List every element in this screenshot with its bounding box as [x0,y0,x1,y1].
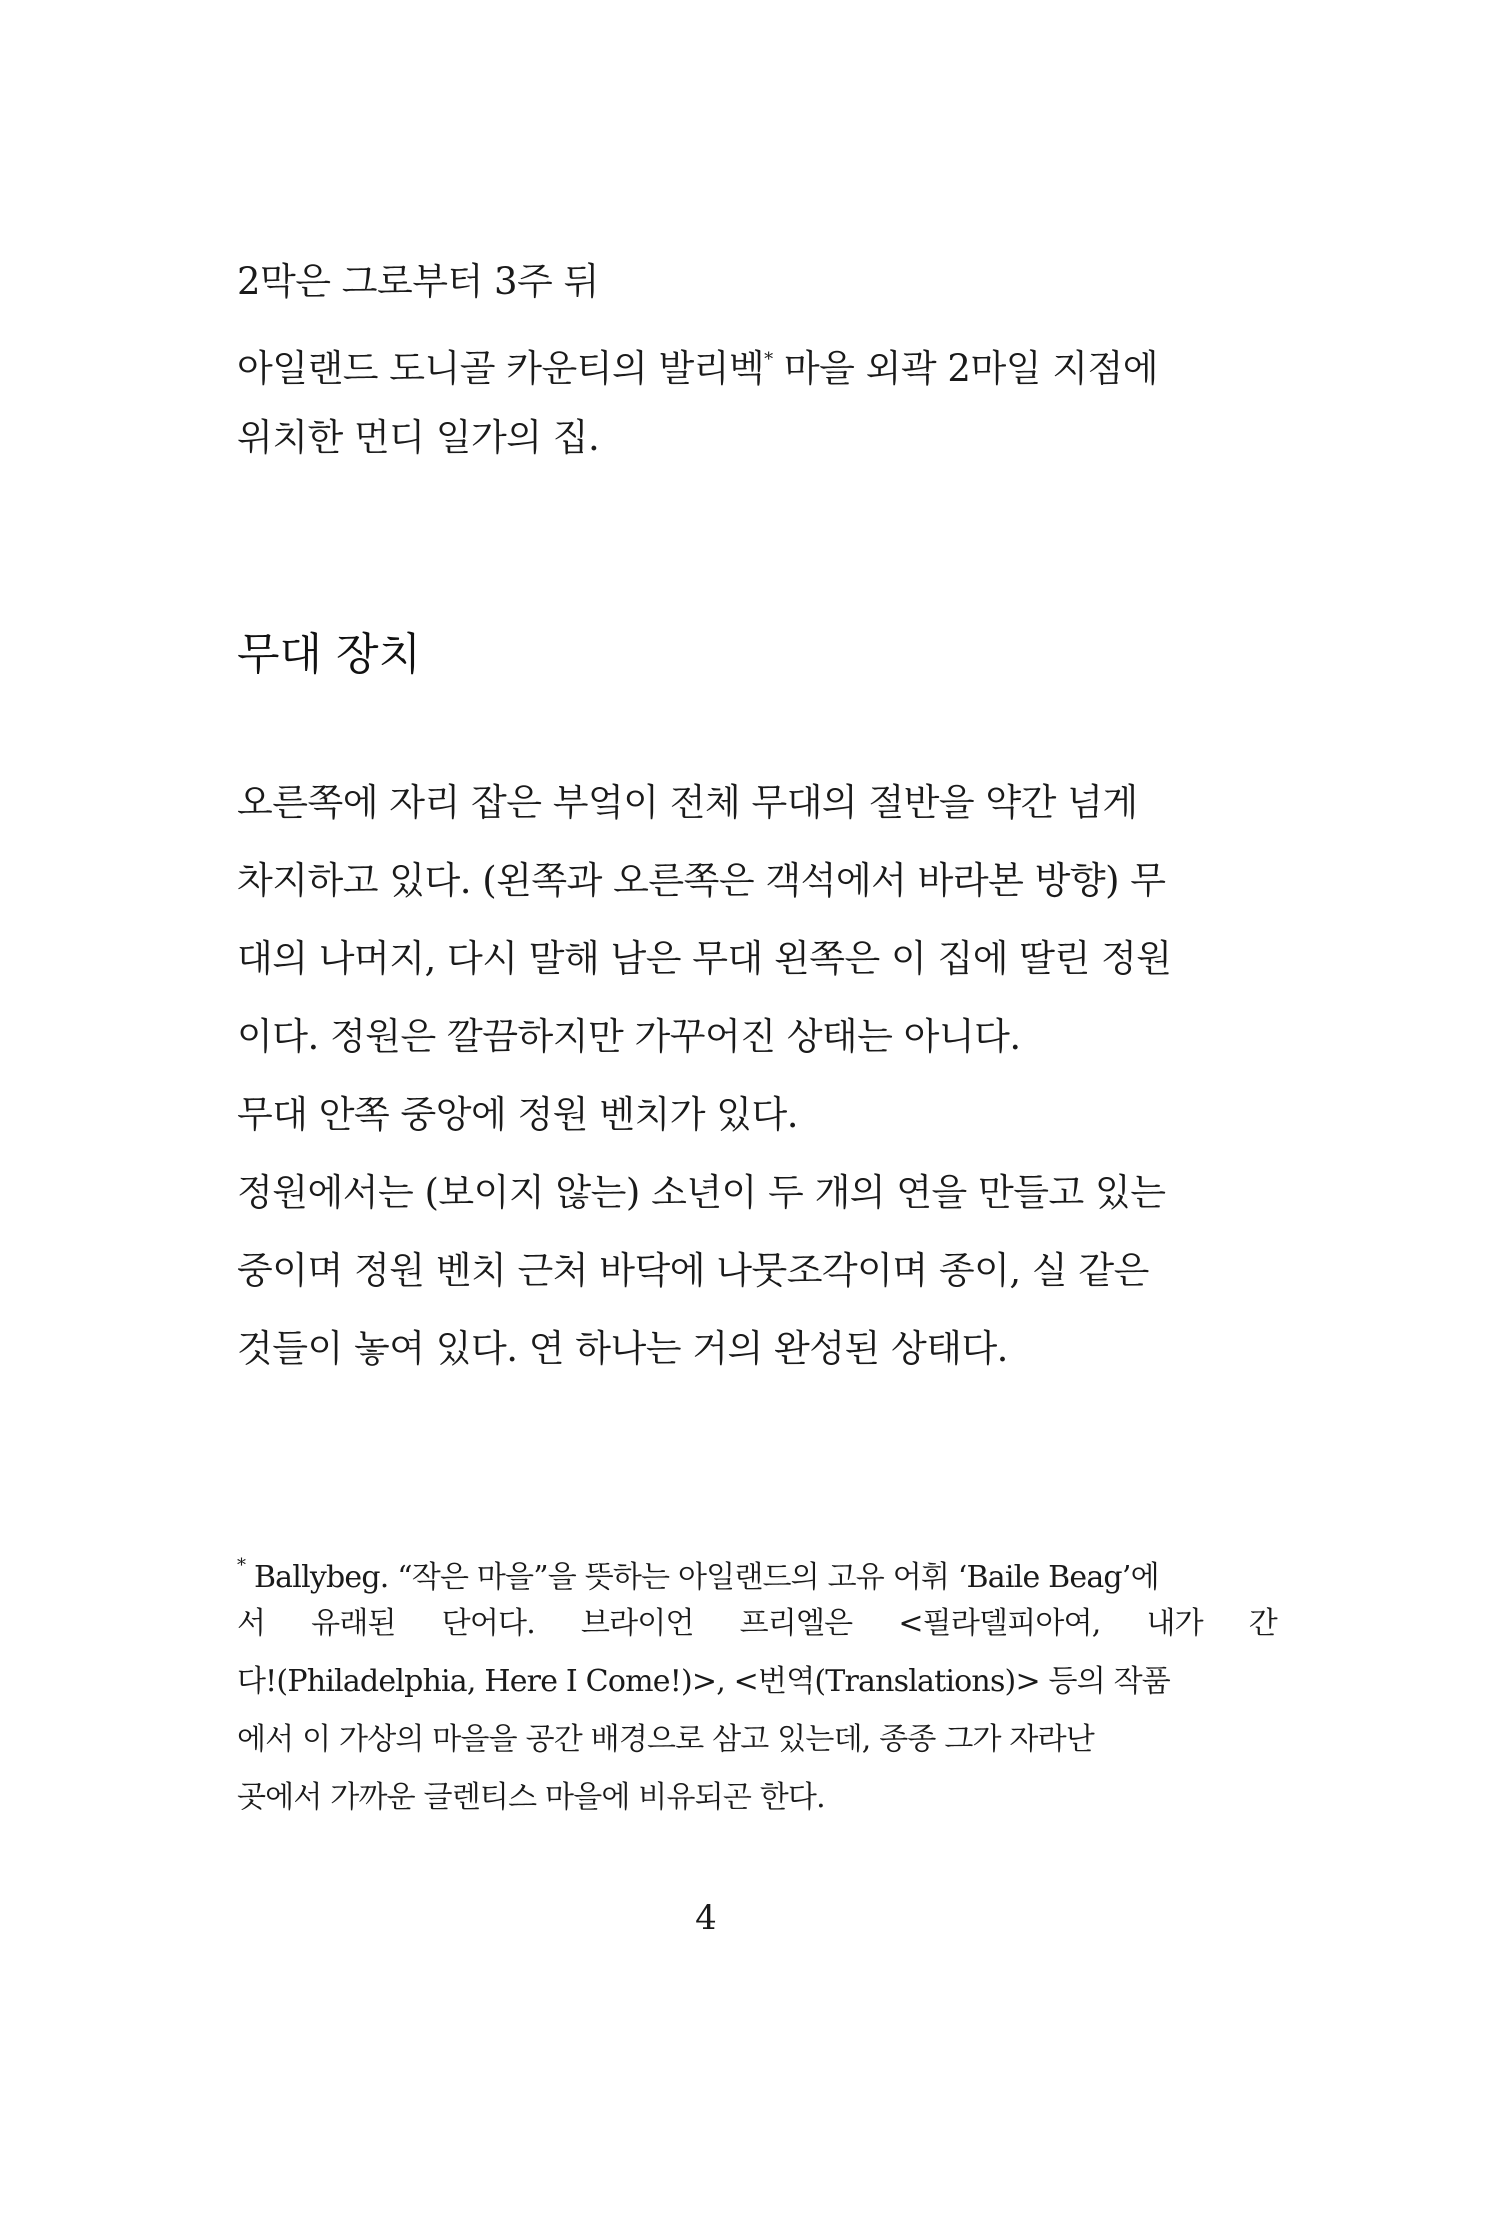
body-line: 중이며 정원 벤치 근처 바닥에 나뭇조각이며 종이, 실 같은 [237,1249,1149,1292]
stage-description [237,764,1277,1388]
footnote-word: 브라이언 [580,1606,694,1641]
intro-line: 위치한 먼디 일가의 집. [237,416,600,459]
intro-line-text: 아일랜드 도니골 카운티의 발리벡 [237,347,765,390]
footnote-word: <필라델피아여, [898,1606,1101,1641]
intro-line [237,321,1277,399]
body-line: 이다. 정원은 깔끔하지만 가꾸어진 상태는 아니다. [237,1015,1021,1058]
body-line: 오른쪽에 자리 잡은 부엌이 전체 무대의 절반을 약간 넘게 [237,781,1138,824]
footnote-line [237,1537,1277,1595]
footnote-word: 유래된 [311,1606,396,1641]
body-line: 무대 안쪽 중앙에 정원 벤치가 있다. [237,1093,798,1136]
footnote [237,1537,1277,1827]
intro-line-text: 마을 외곽 2마일 지점에 [772,347,1158,390]
footnote-line [237,1595,1277,1653]
footnote-line: 에서 이 가상의 마을을 공간 배경으로 삼고 있는데, 종종 그가 자라난 [237,1722,1094,1757]
footnote-line: 다!(Philadelphia, Here I Come!)>, <번역(Translations)> 등의 작품 [237,1664,1170,1699]
footnote-word: 내가 [1146,1606,1203,1641]
footnote-text: Ballybeg. “작은 마을”을 뜻하는 아일랜드의 고유 어휘 ‘Baile Beag’에 [245,1560,1159,1595]
footnote-line: 곳에서 가까운 글렌티스 마을에 비유되곤 한다. [237,1780,825,1815]
body-line: 차지하고 있다. (왼쪽과 오른쪽은 객석에서 바라본 방향) 무 [237,859,1166,902]
body-line: 것들이 놓여 있다. 연 하나는 거의 완성된 상태다. [237,1327,1008,1370]
footnote-word: 프리엘은 [739,1606,853,1641]
body-line: 정원에서는 (보이지 않는) 소년이 두 개의 연을 만들고 있는 [237,1171,1166,1214]
footnote-word: 단어다. [441,1606,535,1641]
footnote-word: 간 [1248,1606,1277,1641]
section-heading: 무대 장치 [237,629,422,680]
page-number: 4 [695,1898,717,1938]
intro-line: 2막은 그로부터 3주 뒤 [237,260,599,303]
body-line: 대의 나머지, 다시 말해 남은 무대 왼쪽은 이 집에 딸린 정원 [237,937,1172,980]
footnote-marker: * [237,1555,246,1576]
footnote-marker[interactable]: * [764,349,773,370]
scene-intro [237,243,1277,477]
footnote-word: 서 [237,1606,266,1641]
